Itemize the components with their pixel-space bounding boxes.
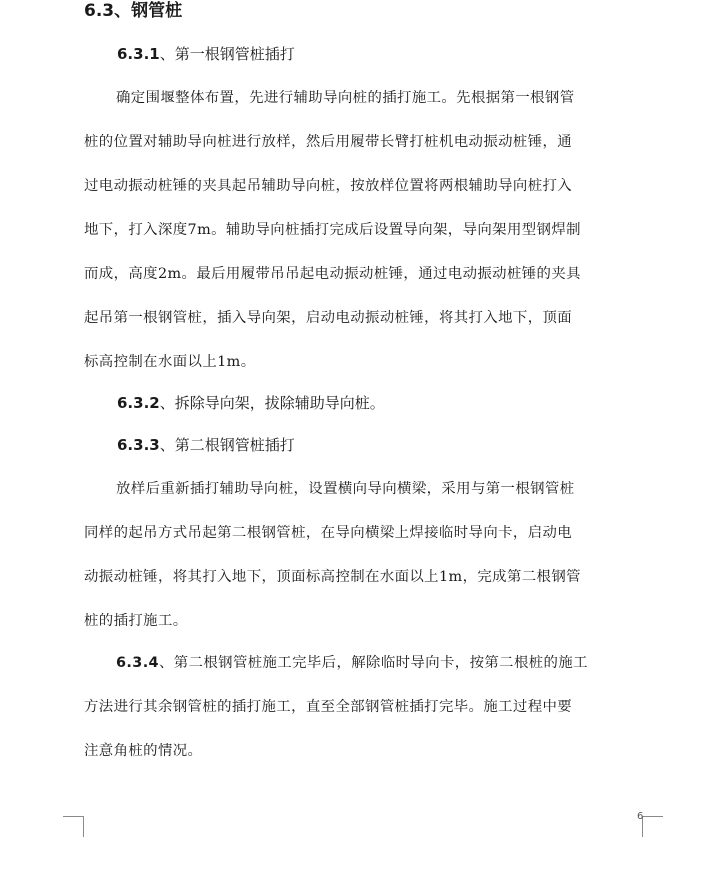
paragraph-line: 起吊第一根钢管桩，插入导向架，启动电动振动桩锤，将其打入地下，顶面: [84, 310, 573, 326]
paragraph-line: 放样后重新插打辅助导向桩，设置横向导向横梁，采用与第一根钢管桩: [116, 481, 575, 497]
paragraph-line: 确定围堰整体布置，先进行辅助导向桩的插打施工。先根据第一根钢管: [116, 90, 575, 106]
subsection-heading-6-3-3: [117, 435, 295, 455]
subsection-number: 6.3.2: [117, 394, 160, 412]
paragraph-line: 同样的起吊方式吊起第二根钢管桩，在导向横梁上焊接临时导向卡，启动电: [84, 525, 573, 541]
paragraph-6-3-1: [84, 76, 650, 384]
paragraph-line: 桩的位置对辅助导向桩进行放样，然后用履带长臂打桩机电动振动桩锤，通: [84, 134, 573, 150]
paragraph-line: 地下，打入深度7m。辅助导向桩插打完成后设置导向架，导向架用型钢焊制: [84, 222, 581, 238]
subsection-number: 6.3.3: [117, 436, 160, 454]
paragraph-6-3-3: [84, 467, 650, 643]
paragraph-line: 注意角桩的情况。: [84, 743, 203, 759]
paragraph-line: [84, 641, 650, 685]
paragraph-line: 标高控制在水面以上1m。: [84, 354, 256, 370]
subsection-title: 、第二根钢管桩插打: [159, 436, 295, 454]
paragraph-6-3-4: [84, 641, 650, 773]
paragraph-line: 桩的插打施工。: [84, 613, 188, 629]
paragraph-line: 方法进行其余钢管桩的插打施工，直至全部钢管桩插打完毕。施工过程中要: [84, 699, 573, 715]
subsection-heading-6-3-1: [117, 44, 295, 64]
section-heading: 6.3、钢管桩: [84, 1, 183, 21]
subsection-title: 、拆除导向架，拔除辅助导向桩。: [159, 394, 385, 412]
paragraph-line: 过电动振动桩锤的夹具起吊辅助导向桩，按放样位置将两根辅助导向桩打入: [84, 178, 573, 194]
page-corner-mark-left: [63, 816, 84, 837]
subsection-number: 6.3.4: [116, 655, 159, 671]
paragraph-line: 而成，高度2m。最后用履带吊吊起电动振动桩锤，通过电动振动桩锤的夹具: [84, 266, 581, 282]
subsection-title: 、第一根钢管桩插打: [159, 45, 295, 63]
paragraph-text: 、第二根钢管桩施工完毕后，解除临时导向卡，按第二根桩的施工: [158, 655, 588, 671]
page-number: 6: [637, 811, 644, 822]
subsection-heading-6-3-2: [117, 393, 385, 413]
subsection-number: 6.3.1: [117, 45, 160, 63]
paragraph-line: 动振动桩锤，将其打入地下，顶面标高控制在水面以上1m，完成第二根钢管: [84, 569, 581, 585]
page-corner-mark-right: [642, 816, 663, 837]
